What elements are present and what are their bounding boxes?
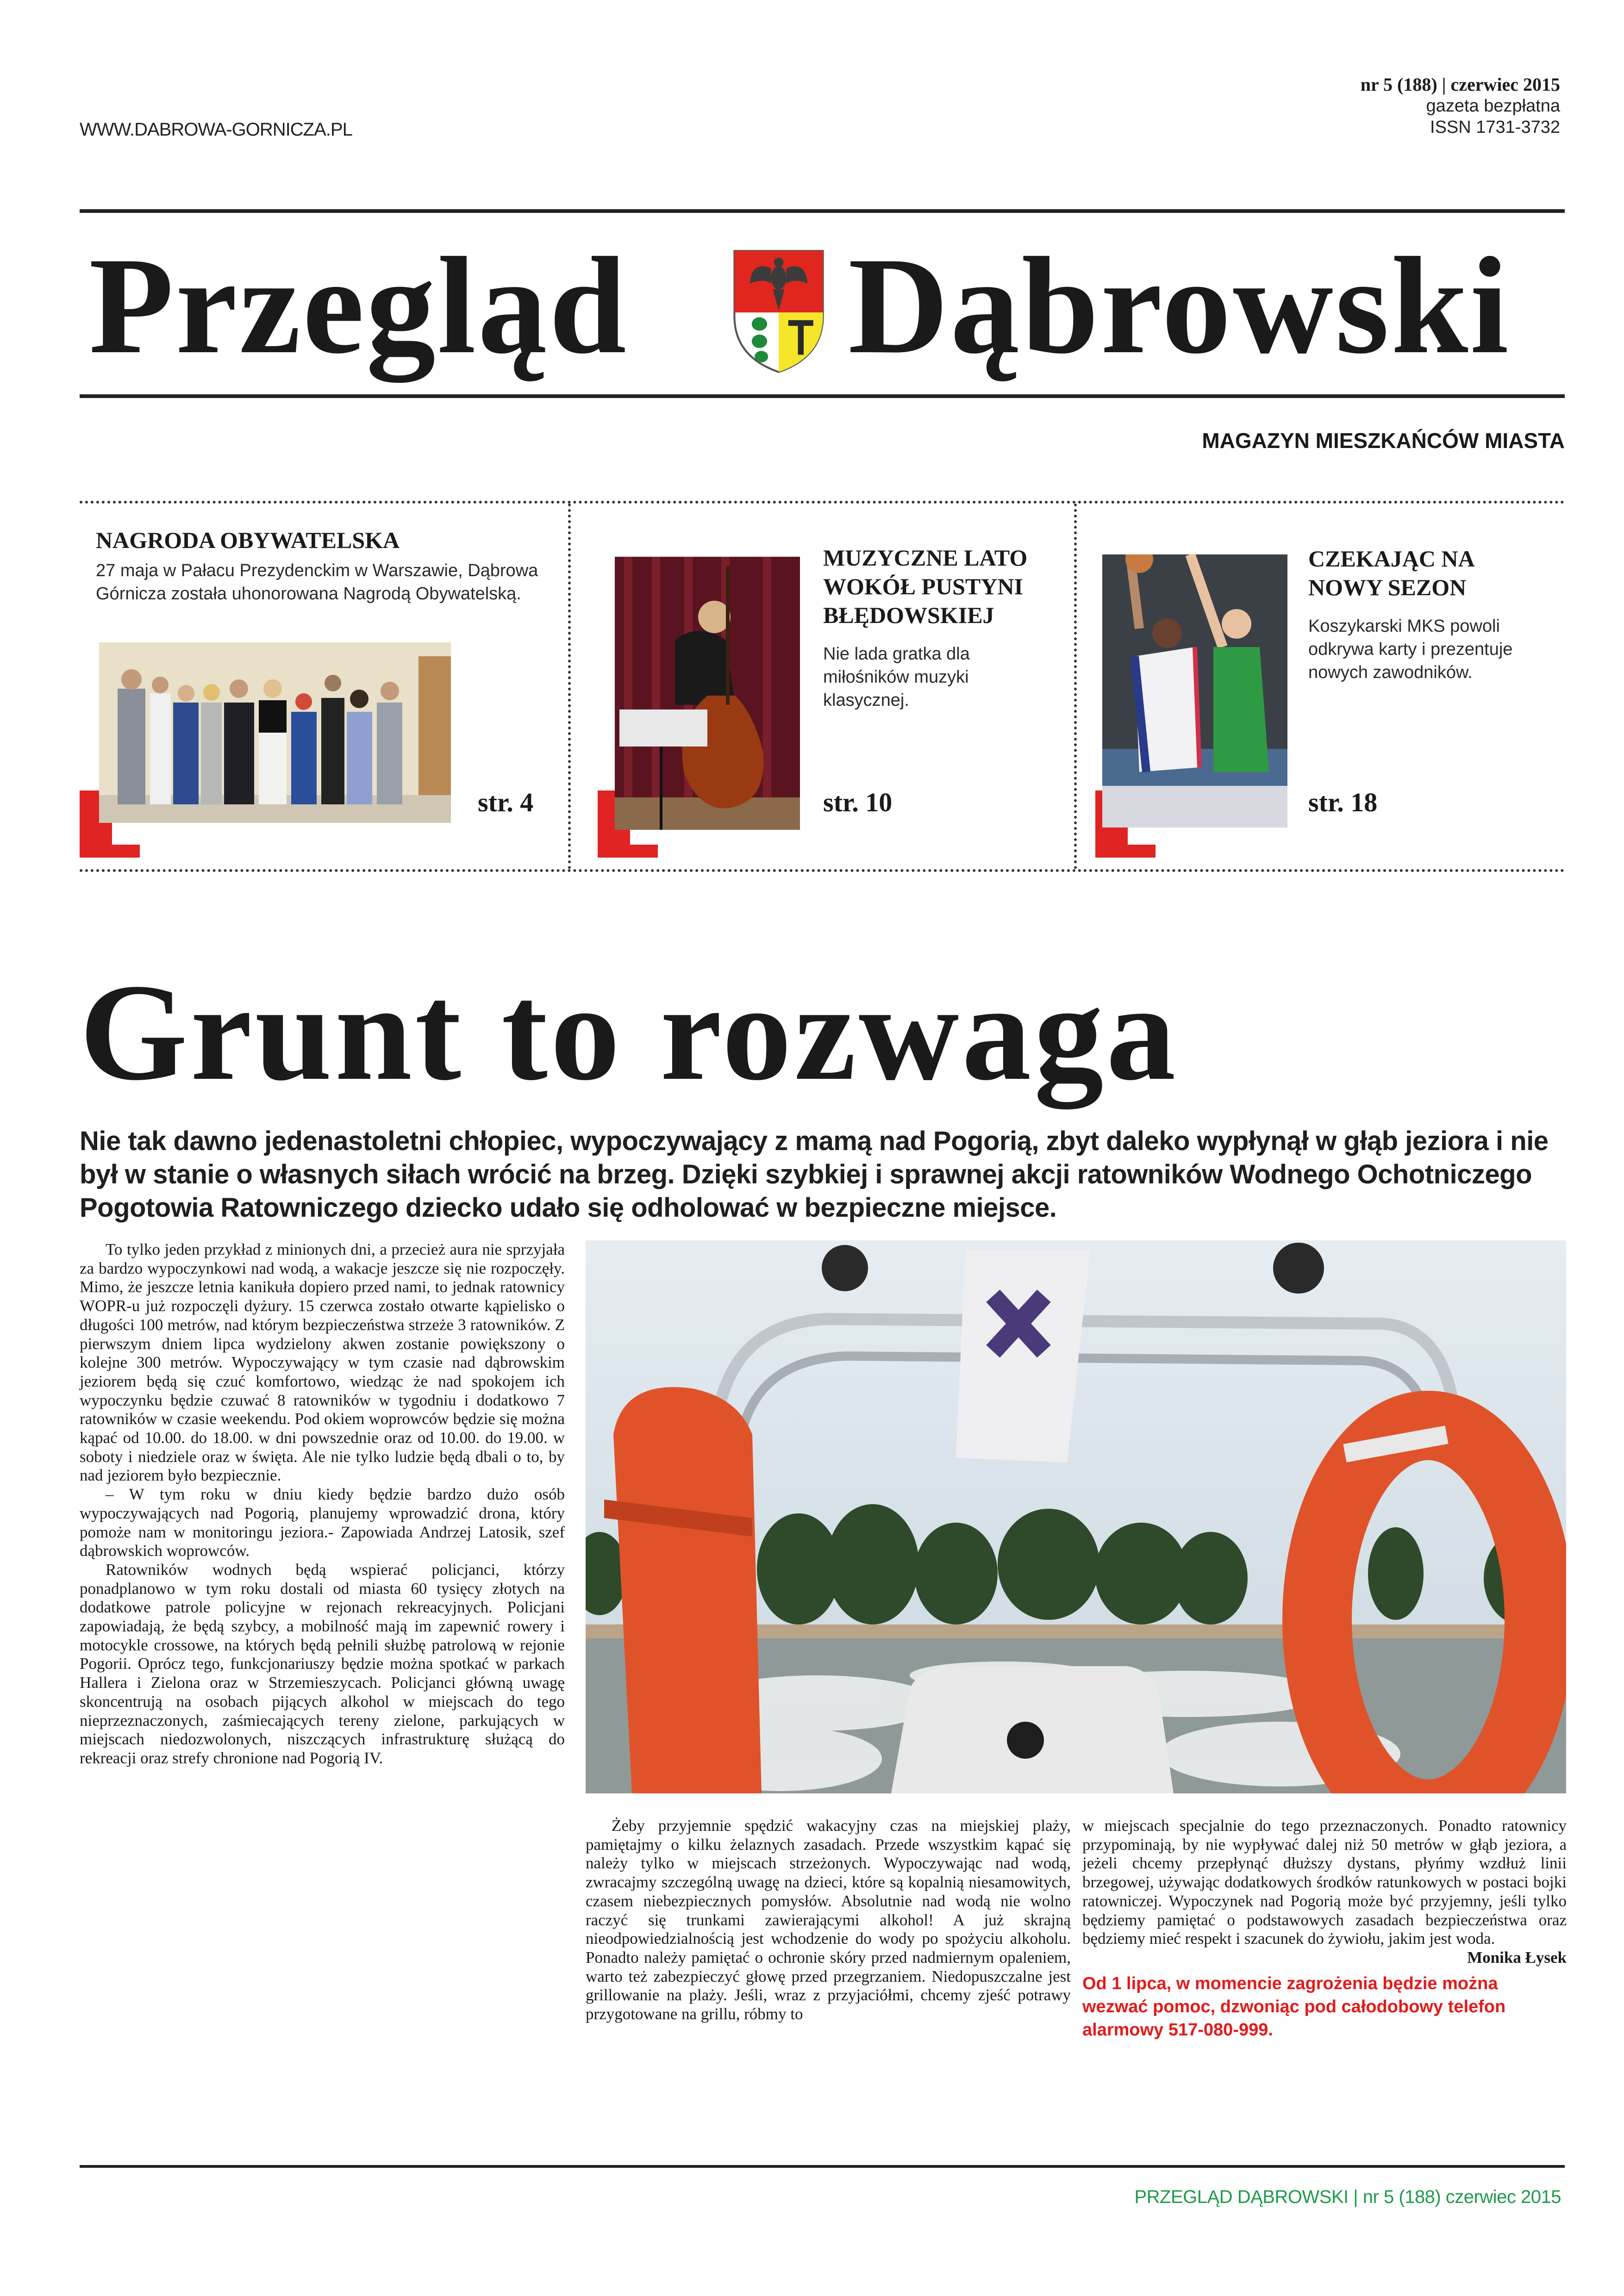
- issue-number: nr 5 (188) | czerwiec 2015: [1360, 74, 1560, 95]
- masthead-subtitle: MAGAZYN MIESZKAŃCÓW MIASTA: [1202, 429, 1565, 453]
- site-url-link[interactable]: WWW.DABROWA-GORNICZA.PL: [80, 119, 352, 140]
- teaser-card[interactable]: [80, 504, 571, 869]
- paragraph: Żeby przyjemnie spędzić wakacyjny czas na miejskiej plaży, pamiętajmy o kilku żelaznych zasadach. Przede wszystkim kąpać się należy tylko w miejscach strzeżonych. Wypoczywając nad wodą, zwracajmy szczególną uwagę na dzieci, które są kopalnią niesamowitych, czasem niebezpiecznych pomysłów. Absolutnie nad wodą nie wolno raczyć się trunkami zawierającymi alkohol! A już skrajną nieodpowiedzialnością jest wchodzenie do wody po spożyciu alkoholu. Ponadto należy pamiętać o ochronie skóry przed nadmiernym opaleniem, warto też zabezpieczyć głowę przed przegrzaniem. Niedopuszczalne jest grillowanie na plaży. Jeśli, wraz z przyjaciółmi, chcemy zjeść potrawy przygotowane na grillu, róbmy to: [586, 1817, 1071, 2023]
- teaser-text: Nie lada gratka dla miłośników muzyki klasycznej.: [823, 644, 970, 710]
- issue-info: [1361, 74, 1560, 138]
- basketball-players-photo: [1102, 554, 1287, 828]
- paragraph: w miejscach specjalnie do tego przeznaczonych. Ponadto ratownicy przypominają, by nie wypływać dalej niż 50 metrów w głąb jeziora, a jeżeli chcemy przepłynąć dłuższy dystans, płyńmy wzdłuż linii brzegowej, używając dodatkowych środków ratunkowych w postaci bojki ratowniczej. Wypoczynek nad Pogorią może być przyjemny, jeśli tylko będziemy pamiętać o podstawowych zasadach bezpieczeństwa oraz będziemy mieć respekt i szacunek do żywiołu, jakim jest woda.: [1082, 1817, 1567, 1948]
- article-headline: Grunt to rozwaga: [80, 955, 1179, 1109]
- teaser-page-link[interactable]: str. 4: [478, 787, 534, 817]
- rescue-boat-lake-photo: [586, 1240, 1566, 1793]
- teaser-row: [80, 501, 1565, 872]
- city-coat-of-arms-icon: [728, 249, 830, 374]
- article-lead: Nie tak dawno jedenastoletni chłopiec, wypoczywający z mamą nad Pogorią, zbyt daleko wypłynął w głąb jeziora i nie był w stanie o własnych siłach wrócić na brzeg. Dzięki szybkiej i sprawnej akcji ratowników Wodnego Ochotniczego Pogotowia Ratowniczego dziecko udało się odholować w bezpieczne miejsce.: [80, 1126, 1549, 1223]
- teaser-title[interactable]: CZEKAJĄC NA NOWY SEZON: [1308, 546, 1474, 600]
- masthead-word-1: Przegląd: [89, 229, 628, 382]
- teaser-text: 27 maja w Pałacu Prezydenckim w Warszawie, Dąbrowa Górnicza została uhonorowana Nagrodą Obywatelską.: [96, 561, 538, 604]
- masthead: [80, 218, 1565, 393]
- masthead-word-2: Dąbrowski: [848, 229, 1511, 382]
- teaser-text: Koszykarski MKS powoli odkrywa karty i prezentuje nowych zawodników.: [1308, 616, 1513, 682]
- teaser-title[interactable]: NAGRODA OBYWATELSKA: [96, 527, 400, 553]
- article-column-middle: [586, 1817, 1071, 2024]
- double-bass-player-photo: [615, 557, 800, 830]
- article-column-left: [80, 1240, 565, 1768]
- divider: [80, 2165, 1565, 2168]
- teaser-page-link[interactable]: str. 18: [1308, 787, 1378, 817]
- issn: ISSN 1731-3732: [1430, 118, 1560, 137]
- page-footer: PRZEGLĄD DĄBROWSKI | nr 5 (188) czerwiec 2015: [1134, 2187, 1561, 2207]
- divider: [80, 209, 1565, 213]
- divider: [80, 394, 1565, 398]
- group-award-photo: [99, 642, 451, 823]
- paragraph: Ratowników wodnych będą wspierać policjanci, którzy ponadplanowo w tym roku dostali od miasta 60 tysięcy złotych na dodatkowe patrole policyjne w rejonach rekreacyjnych. Policjani zapowiadają, że będą szybcy, a mobilność mają im zapewnić rowery i motocykle crossowe, na których będą pełnili służbę patrolową w rejonie Pogorii. Oprócz tego, funkcjonariuszy będzie można spotkać w parkach Hallera i Zielona oraz w Strzemieszycach. Policjanci główną uwagę skoncentrują na osobach pijących alkohol w miejscach do tego nieprzeznaczonych, zaśmiecających tereny zielone, parkujących w miejscach niedozwolonych, niszczących infrastrukturę służącą do rekreacji oraz strefy chronione nad Pogorią IV.: [80, 1560, 565, 1767]
- teaser-page-link[interactable]: str. 10: [823, 787, 893, 817]
- paragraph: – W tym roku w dniu kiedy będzie bardzo dużo osób wypoczywających nad Pogorią, planujemy wprowadzić drona, który pomoże nam w monitoringu jeziora.- Zapowiada Andrzej Latosik, szef dąbrowskich woprowców.: [80, 1485, 565, 1560]
- paragraph: To tylko jeden przykład z minionych dni, a przecież aura nie sprzyjała za bardzo wypoczynkowi nad wodą, a wakacje jeszcze się nie rozpoczęły. Mimo, że jeszcze letnia kanikuła dopiero przed nami, to jednak ratownicy WOPR-u już rozpoczęli dyżury. 15 czerwca zostało otwarte kąpielisko o długości 100 metrów, nad którym bezpieczeństwa strzeże 3 ratowników. Z pierwszym dniem lipca wydzielony akwen zostanie powiększony o kolejne 300 metrów. Wypoczywający w tym czasie nad dąbrowskim jeziorem będą się czuć komfortowo, wiedząc że nad spokojem ich wypoczynku będzie czuwać 8 ratowników w tygodniu i dodatkowo 7 ratowników w czasie weekendu. Pod okiem woprowców będzie się można kąpać od 10.00. do 18.00. w dni powszednie oraz od 10.00. do 19.00. w soboty i niedziele oraz w święta. Ale nie tylko ludzie będą dbali o to, by nad jeziorem było bezpiecznie.: [80, 1240, 565, 1485]
- free-paper-note: gazeta bezpłatna: [1426, 96, 1560, 116]
- teaser-card[interactable]: [571, 504, 1077, 869]
- article-column-right: [1082, 1817, 1567, 2041]
- teaser-title[interactable]: MUZYCZNE LATO WOKÓŁ PUSTYNI BŁĘDOWSKIEJ: [823, 545, 1028, 628]
- teaser-card[interactable]: [1077, 504, 1565, 869]
- emergency-phone-note: Od 1 lipca, w momencie zagrożenia będzie można wezwać pomoc, dzwoniąc pod całodobowy telefon alarmowy 517-080-999.: [1082, 1973, 1506, 2040]
- author-byline: Monika Łysek: [1467, 1948, 1567, 1966]
